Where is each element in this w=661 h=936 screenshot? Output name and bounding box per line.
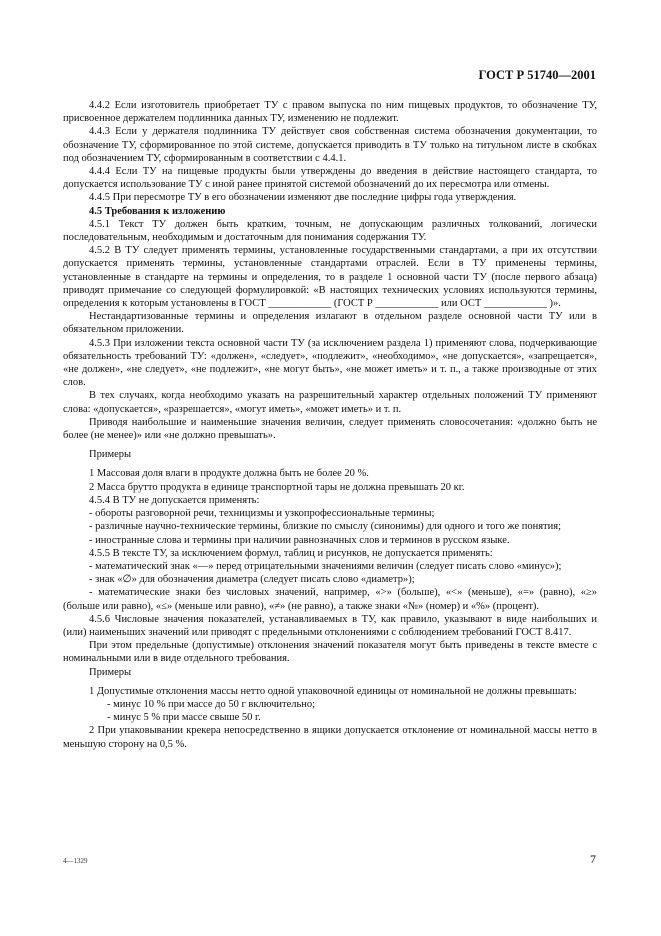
paragraph: 2 Масса брутто продукта в единице транспортной тары не должна превышать 20 кг. <box>89 481 465 493</box>
paragraph: - обороты разговорной речи, техницизмы и узкопрофессиональные термины; <box>89 508 435 520</box>
print-code: 4—1329 <box>63 857 88 865</box>
document-code: ГОСТ Р 51740—2001 <box>478 68 596 82</box>
paragraph: - минус 10 % при массе до 50 г включительно; <box>107 698 316 710</box>
paragraph: - знак «∅» для обозначения диаметра (следует писать слово «диаметр»); <box>89 574 415 586</box>
paragraph: В тех случаях, когда необходимо указать на разрешительный характер отдельных положений ТУ применяют слова: «допускается», «разрешается», «могут иметь», «может иметь» и т. п. <box>63 390 597 415</box>
paragraph: 4.4.2 Если изготовитель приобретает ТУ с правом выпуска по ним пищевых продуктов, то обозначение ТУ, присвоенное держателем подлинника данных ТУ, изменению не подлежит. <box>63 100 597 125</box>
page-number: 7 <box>590 852 596 866</box>
paragraph: Приводя наибольшие и наименьшие значения величин, следует применять словосочетания: «должно быть не более (не менее)» или «не должно превышать». <box>63 416 597 442</box>
paragraph: - минус 5 % при массе свыше 50 г. <box>107 712 261 724</box>
paragraph: Нестандартизованные термины и определения излагают в отдельном разделе основной части ТУ или в обязательном приложении. <box>63 311 597 336</box>
paragraph: 1 Массовая доля влаги в продукте должна быть не более 20 %. <box>89 468 369 480</box>
paragraph: 4.4.5 При пересмотре ТУ в его обозначении изменяют две последние цифры года утверждения. <box>89 192 517 204</box>
paragraph: 4.5.4 В ТУ не допускается применять: <box>89 494 260 506</box>
paragraph: 4.4.4 Если ТУ на пищевые продукты были утверждены до введения в действие настоящего стандарта, то допускается использование ТУ с иной ранее принятой системой обозначений до их пересмотра или отмены. <box>63 166 597 191</box>
paragraph: При этом предельные (допустимые) отклонения значений показателя могут быть приведены в тексте вместе с номинальными или в виде отдельного требования. <box>63 640 597 665</box>
paragraph: 4.5.1 Текст ТУ должен быть кратким, точным, не допускающим различных толкований, логически последовательным, необходимым и достаточным для понимания содержания ТУ. <box>63 218 597 244</box>
paragraph: - математический знак «—» перед отрицательными значениями величин (следует писать слово «минус»); <box>89 560 562 572</box>
paragraph: 4.4.3 Если у держателя подлинника ТУ действует своя собственная система обозначения документации, то обозначение ТУ, сформированное по этой системе, допускается приводить в ТУ только на титульном листе в скобках под обозначением ТУ, сформированным в соответствии с 4.4.1. <box>63 126 597 164</box>
paragraph: 4.5.6 Числовые значения показателей, устанавливаемых в ТУ, как правило, указывают в виде наибольших и (или) наименьших значений или приводят с предельными отклонениями с соблюдением требований ГОСТ 8.417. <box>63 613 597 638</box>
paragraph: 2 При упаковывании крекера непосредственно в ящики допускается отклонение от номинальной массы нетто в меньшую сторону на 0,5 %. <box>63 725 597 750</box>
section-heading: 4.5 Требования к изложению <box>89 205 226 217</box>
paragraph: - иностранные слова и термины при наличии равнозначных слов и терминов в русском языке. <box>89 534 510 546</box>
paragraph: 1 Допустимые отклонения массы нетто одной упаковочной единицы от номинальной не должны превышать: <box>89 685 577 697</box>
paragraph: 4.5.2 В ТУ следует применять термины, установленные государственными стандартами, а при их отсутствии допускается применять термины, установленные стандартами отраслей. Если в ТУ применены термины, установленные в стандарте на термины и определения, то в разделе 1 основной части ТУ (после первого абзаца) приводят примечание со следующей формулировкой: «В настоящих технических условиях используются термины, определения к которым установлены в ГОСТ ____________ (ГОСТ Р ____________ или ОСТ ____________ )». <box>63 245 597 310</box>
paragraph: 4.5.3 При изложении текста основной части ТУ (за исключением раздела 1) применяют слова, подчеркивающие обязательность требований ТУ: «должен», «следует», «подлежит», «необходимо», «не допускается», «запрещается», «не должен», «не следует», «не подлежит», «не могут быть», «не может иметь» и т. п., а также производные от этих слов. <box>63 337 597 389</box>
paragraph: - различные научно-технические термины, близкие по смыслу (синонимы) для одного и того же понятия; <box>89 521 561 533</box>
paragraph: Примеры <box>89 449 132 461</box>
document-body <box>63 99 597 751</box>
paragraph: 4.5.5 В тексте ТУ, за исключением формул, таблиц и рисунков, не допускается применять: <box>89 547 493 559</box>
paragraph: - математические знаки без числовых значений, например, «>» (больше), «<» (меньше), «=» (равно), «≥» (больше или равно), «≤» (меньше или равно), «≠» (не равно), а также знаки «№» (номер) и «%» (процент). <box>63 587 597 612</box>
paragraph: Примеры <box>89 666 132 678</box>
